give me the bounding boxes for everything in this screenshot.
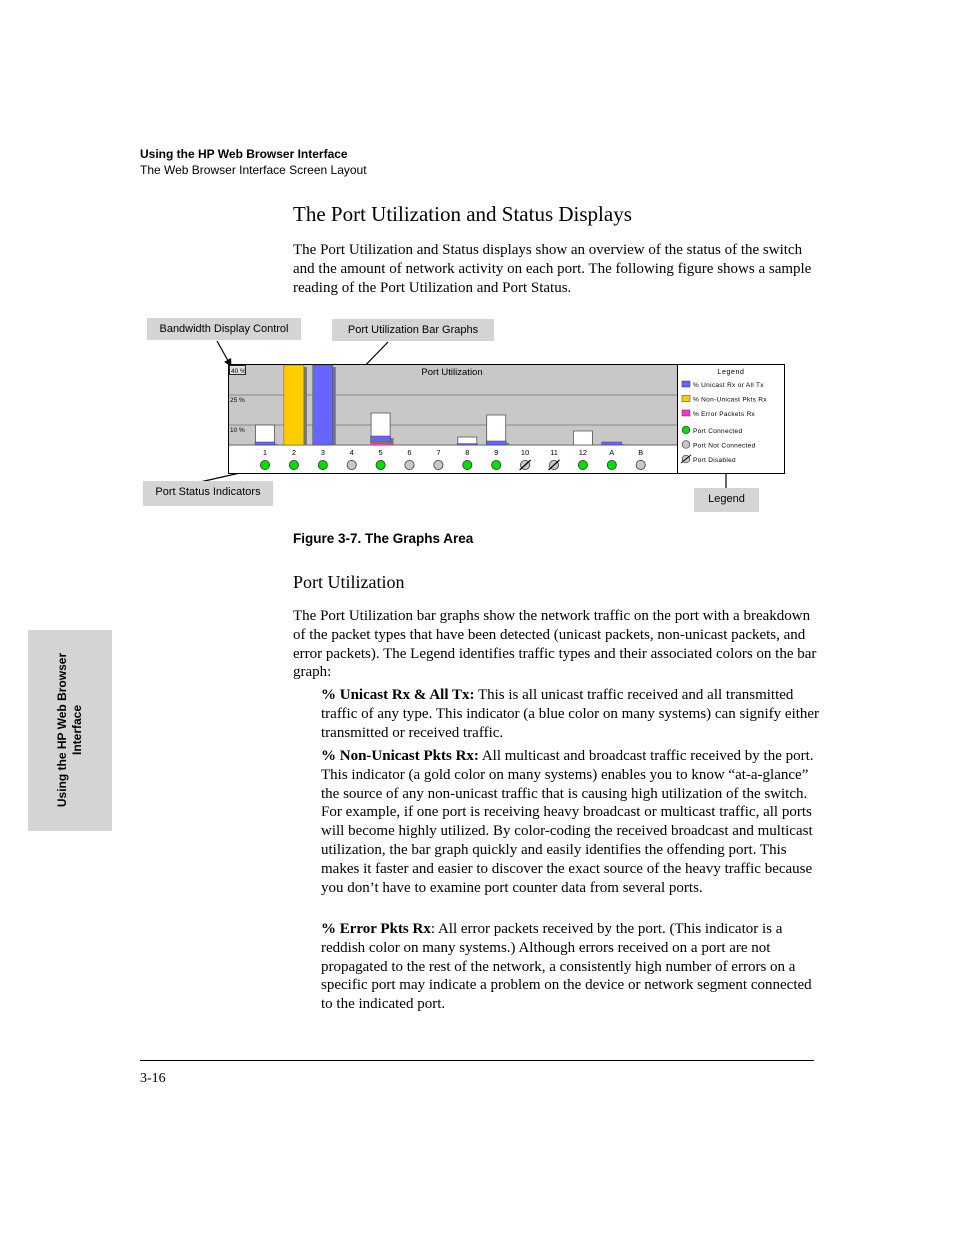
arrow-bandwidth-control — [217, 341, 231, 366]
running-head-section: The Web Browser Interface Screen Layout — [140, 163, 367, 177]
legend-swatch-1 — [682, 396, 690, 402]
legend-label-2: % Error Packets Rx — [693, 411, 756, 418]
page-number: 3-16 — [140, 1071, 166, 1086]
item-term: % Non-Unicast Pkts Rx: — [321, 748, 479, 764]
bandwidth-display-control[interactable] — [230, 366, 247, 376]
status-indicator-port-8 — [463, 460, 472, 469]
status-indicator-port-3 — [318, 460, 327, 469]
status-indicator-port-7 — [434, 460, 443, 469]
port-label-B: B — [638, 448, 644, 457]
bar-unicast-port-8 — [457, 444, 477, 445]
port-label-6: 6 — [407, 448, 412, 457]
item-non-unicast — [321, 747, 821, 897]
legend-title: Legend — [717, 369, 745, 376]
port-utilization-paragraph: The Port Utilization bar graphs show the network traffic on the port with a breakdown of the packet types that have been detected (unicast packets, non-unicast packets, and error packets). The Legend identifies traffic types and their associated colors on the bar graph: — [293, 608, 817, 681]
legend-label-1: % Non-Unicast Pkts Rx — [693, 396, 767, 404]
item-error — [321, 920, 821, 1014]
graph-title: Port Utilization — [421, 367, 483, 378]
port-label-12: 12 — [578, 448, 588, 457]
scale-label-25: 25 % — [230, 397, 245, 404]
footer-rule — [140, 1060, 814, 1061]
bar-unicast-port-1 — [255, 442, 275, 445]
port-label-7: 7 — [436, 448, 441, 457]
legend-label-4: Port Not Connected — [693, 442, 756, 450]
bar-error-port-5 — [371, 443, 391, 445]
subsection-title: Port Utilization — [293, 572, 405, 592]
item-term: % Unicast Rx & All Tx: — [321, 687, 475, 703]
port-label-10: 10 — [520, 448, 530, 457]
peak-marker-port-12 — [573, 431, 592, 445]
port-label-9: 9 — [494, 448, 499, 457]
legend-swatch-2 — [682, 410, 690, 416]
status-indicator-port-6 — [405, 460, 414, 469]
legend-swatch-4 — [682, 441, 690, 449]
item-unicast — [321, 686, 821, 742]
legend-swatch-3 — [682, 426, 690, 434]
port-label-A: A — [609, 448, 615, 457]
bandwidth-button-label: 40 % — [231, 368, 246, 375]
status-indicator-port-A — [607, 460, 616, 469]
figure-caption: Figure 3-7. The Graphs Area — [293, 531, 474, 546]
running-head-chapter: Using the HP Web Browser Interface — [140, 147, 348, 161]
peak-marker-port-9 — [487, 415, 506, 445]
section-title: The Port Utilization and Status Displays — [293, 202, 632, 226]
item-text: All multicast and broadcast traffic received by the port. This indicator (a gold color on many systems) enables you to know “at-a-glance” the source of any non-unicast traffic that is causing high utilization of the switch. For example, if one port is receiving heavy broadcast or multicast traffic, all ports will become highly utilized. By color-coding the received broadcast and multicast utilization, the bar graph quickly and easily identifies the offending port. This makes it faster and easier to discover the exact source of the heavy traffic because you don’t have to examine port counter data from several ports. — [321, 748, 814, 896]
intro-paragraph: The Port Utilization and Status displays show an overview of the status of the switch and the amount of network activity on each port. The following figure shows a sample reading of the Port Utilization and Port Status. — [293, 242, 812, 296]
callout-bandwidth-display-control: Bandwidth Display Control — [147, 318, 301, 340]
callout-port-utilization-bar-graphs: Port Utilization Bar Graphs — [332, 319, 494, 341]
item-text: : All error packets received by the port. (This indicator is a reddish color on many systems.) Although errors received on a port are not propagated to the rest of the network, a consistently high number of errors on a specific port may indicate a problem on the device or network segment connected to the indicated port. — [321, 921, 812, 1013]
status-indicator-port-9 — [492, 460, 501, 469]
port-label-3: 3 — [320, 448, 325, 457]
bar-nonunicast-port-2 — [284, 365, 304, 445]
status-indicator-port-12 — [578, 460, 587, 469]
status-indicator-port-2 — [289, 460, 298, 469]
status-indicator-port-4 — [347, 460, 356, 469]
callout-legend: Legend — [694, 488, 759, 512]
bar-unicast-port-9 — [486, 441, 506, 445]
port-label-5: 5 — [378, 448, 383, 457]
graphs-area — [228, 364, 785, 474]
callout-port-status-indicators: Port Status Indicators — [143, 481, 273, 506]
status-indicator-port-B — [636, 460, 645, 469]
scale-label-10: 10 % — [230, 427, 245, 434]
side-chapter-tab — [28, 630, 112, 831]
port-label-1: 1 — [262, 448, 268, 457]
bar-unicast-port-A — [602, 442, 622, 445]
side-tab-label: Using the HP Web Browser Interface — [55, 652, 84, 808]
port-label-2: 2 — [291, 448, 296, 457]
status-indicator-port-5 — [376, 460, 385, 469]
bar-unicast-port-3 — [313, 365, 333, 445]
legend-label-5: Port Disabled — [693, 457, 736, 464]
item-text: This is all unicast traffic received and all transmitted traffic of any type. This indicator (a blue color on many systems) can signify either transmitted or received traffic. — [321, 687, 820, 741]
port-label-8: 8 — [465, 448, 470, 457]
legend-label-0: % Unicast Rx or All Tx — [693, 382, 764, 389]
legend-label-3: Port Connected — [693, 428, 743, 435]
legend-swatch-0 — [682, 381, 690, 387]
port-label-11: 11 — [550, 448, 558, 457]
item-term: % Error Pkts Rx — [321, 921, 431, 937]
bar-unicast-port-5 — [371, 436, 391, 442]
status-indicator-port-1 — [260, 460, 269, 469]
port-label-4: 4 — [349, 448, 354, 457]
